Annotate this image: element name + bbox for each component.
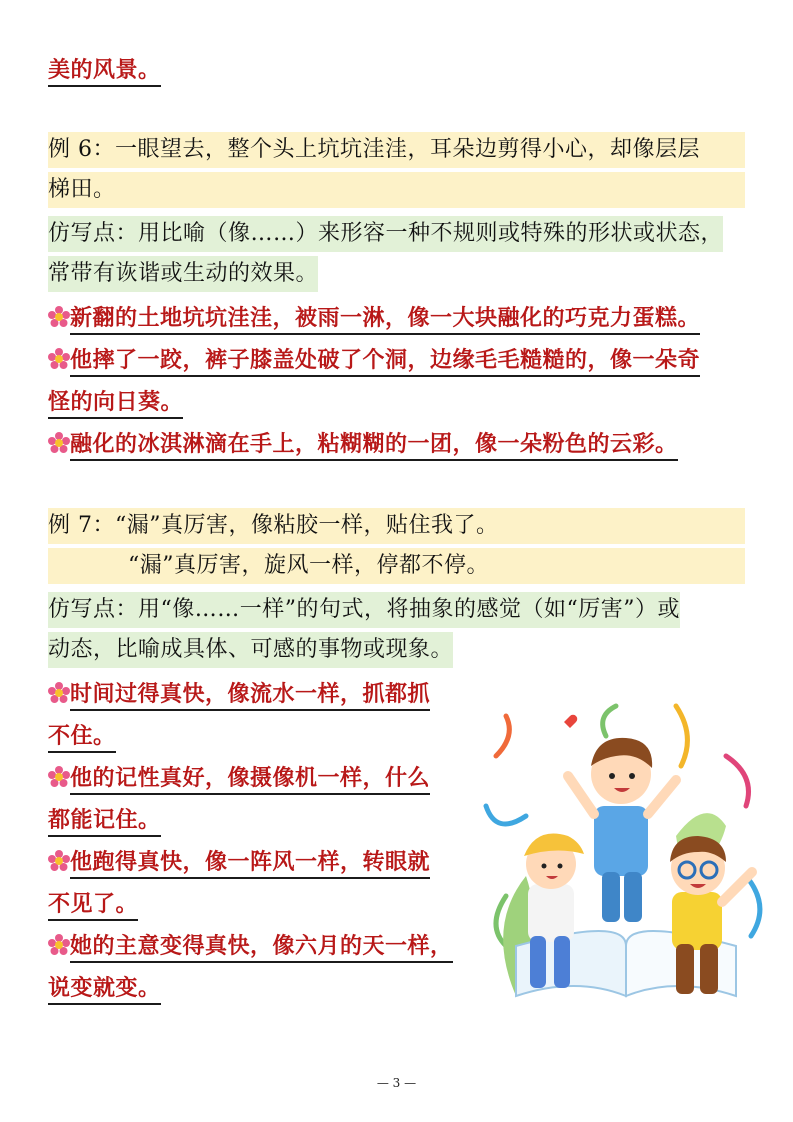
example-6-sentence-2: 他摔了一跤，裤子膝盖处破了个洞，边缘毛毛糙糙的，像一朵奇 — [48, 342, 700, 378]
example-7-line-1: 例 7：“漏”真厉害，像粘胶一样，贴住我了。 — [48, 508, 745, 544]
imitation-point-6-line-2: 常带有诙谐或生动的效果。 — [48, 256, 318, 292]
example-6-sentence-1: 新翻的土地坑坑洼洼，被雨一淋，像一大块融化的巧克力蛋糕。 — [48, 300, 700, 336]
example-6-sentence-3: 融化的冰淇淋滴在手上，粘糊糊的一团，像一朵粉色的云彩。 — [48, 426, 678, 462]
example-7-sentence-1-cont: 不住。 — [48, 718, 116, 754]
flower-icon — [48, 306, 70, 328]
flower-icon — [48, 432, 70, 454]
page-number: — 3 — — [376, 1076, 417, 1090]
imitation-point-7-line-2: 动态，比喻成具体、可感的事物或现象。 — [48, 632, 453, 668]
flower-icon — [48, 934, 70, 956]
example-6-line-1: 例 6：一眼望去，整个头上坑坑洼洼，耳朵边剪得小心，却像层层 — [48, 132, 745, 168]
imitation-point-7-line-1: 仿写点：用“像……一样”的句式，将抽象的感觉（如“厉害”）或 — [48, 592, 680, 628]
flower-icon — [48, 850, 70, 872]
flower-icon — [48, 766, 70, 788]
example-7-sentence-1: 时间过得真快，像流水一样，抓都抓 — [48, 676, 430, 712]
example-7-sentence-4: 她的主意变得真快，像六月的天一样， — [48, 928, 453, 964]
flower-icon — [48, 682, 70, 704]
example-7-sentence-2-cont: 都能记住。 — [48, 802, 161, 838]
example-7-sentence-3: 他跑得真快，像一阵风一样，转眼就 — [48, 844, 430, 880]
children-reading-illustration — [476, 696, 776, 1016]
imitation-point-6-line-1: 仿写点：用比喻（像……）来形容一种不规则或特殊的形状或状态， — [48, 216, 723, 252]
example-7-line-2: “漏”真厉害，旋风一样，停都不停。 — [48, 548, 745, 584]
continued-sentence: 美的风景。 — [48, 52, 161, 88]
example-7-sentence-2: 他的记性真好，像摄像机一样，什么 — [48, 760, 430, 796]
flower-icon — [48, 348, 70, 370]
example-6-line-2: 梯田。 — [48, 172, 745, 208]
example-6-sentence-2-cont: 怪的向日葵。 — [48, 384, 183, 420]
example-7-sentence-3-cont: 不见了。 — [48, 886, 138, 922]
example-7-sentence-4-cont: 说变就变。 — [48, 970, 161, 1006]
